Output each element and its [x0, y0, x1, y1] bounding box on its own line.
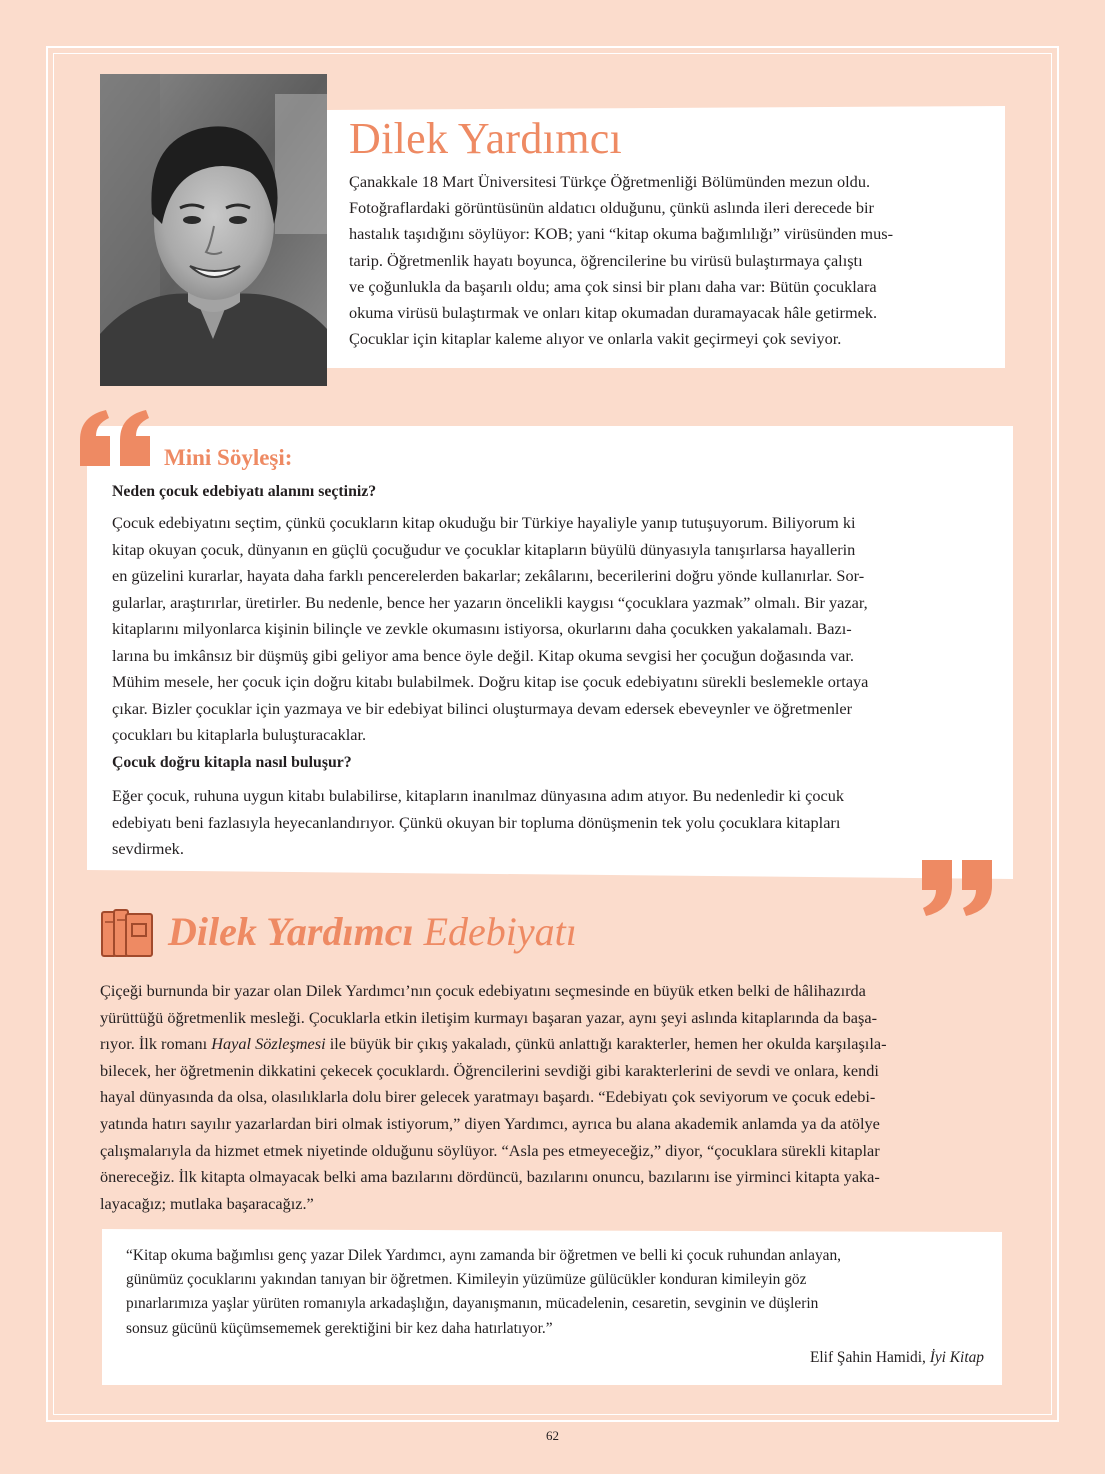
interview-question-1: Neden çocuk edebiyatı alanını seçtiniz? [112, 483, 377, 500]
review-quote [126, 1244, 986, 1341]
interview-question-2: Çocuk doğru kitapla nasıl buluşur? [112, 754, 352, 771]
section-line: önereceğiz. İlk kitapta olmayacak belki ama bazılarını dördüncü, bazılarını onuncu, bazılarını ise yirminci kitapta yaka- [100, 1167, 880, 1187]
answer-line: gularlar, araştırırlar, üretirler. Bu nedenle, bence her yazarın öncelikli kaygısı “çocuklara yazmak” olmalı. Bir yazar, [112, 592, 868, 612]
section-line: layacağız; mutlaka başaracağız.” [100, 1193, 314, 1213]
answer-line: çıkar. Bizler çocuklar için yazmaya ve bir edebiyat bilinci oluşturmaya devam edersek ebeveynler ve öğretmenler [112, 698, 853, 718]
section-line: hayal dünyasında da olsa, olasılıklarla dolu birer gelecek yaratmayı başardı. “Edebiyatı çok seviyorum ve çocuk edebi- [100, 1087, 876, 1107]
answer-line: kitaplarını milyonlarca kişinin bilinçle ve zevkle okumasını istiyorsa, okurlarını daha çocukken yakalamalı. Bazı- [112, 619, 852, 638]
section-title [168, 908, 577, 955]
section-line [100, 1031, 1010, 1058]
open-quote-icon [76, 408, 156, 470]
section-title-suffix: Edebiyatı [423, 909, 577, 954]
section-line: bilecek, her öğretmenin dikkatini çekecek çocuklardı. Öğrencilerini sevdiği gibi karakterlerini de sevdi ve onlara, kendi [100, 1060, 879, 1080]
bio-line: tarip. Öğretmenlik hayatı boyunca, öğrencilerine bu virüsü bulaştırmaya çalıştı [349, 250, 863, 270]
bio-line: Fotoğraflardaki görüntüsünün aldatıcı olduğunu, çünkü aslında ileri derecede bir [349, 198, 874, 218]
answer-line: edebiyatı beni fazlasıyla heyecanlandırıyor. Çünkü okuyan bir topluma dönüşmenin tek yolu çocuklara kitapları [112, 812, 841, 832]
section-line: yürüttüğü öğretmenlik mesleği. Çocuklarla etkin iletişim kurmayı başaran yazar, aynı şeyi aslında kitaplarında da başa- [100, 1007, 877, 1027]
author-name-title: Dilek Yardımcı [349, 114, 623, 163]
answer-line: en güzelini kurarlar, hayata daha farklı pencerelerden bakarlar; zekâlarını, becerilerini doğru yönde kullanırlar. Sor- [112, 566, 865, 585]
review-line: sonsuz gücünü küçümsememek gerektiğini bir kez daha hatırlatıyor.” [126, 1319, 553, 1337]
review-line: “Kitap okuma bağımlısı genç yazar Dilek Yardımcı, aynı zamanda bir öğretmen ve belli ki çocuk ruhundan anlayan, [126, 1247, 842, 1264]
section-title-name: Dilek Yardımcı [168, 909, 414, 954]
bio-line: okuma virüsü bulaştırmak ve onları kitap okumadan duramayacak hâle getirmek. [349, 303, 878, 323]
novel-title: Hayal Sözleşmesi [211, 1034, 326, 1054]
answer-line: Mühim mesele, her çocuk için doğru kitabı bulabilmek. Doğru kitap ise çocuk edebiyatını sürekli beslemekle ortaya [112, 672, 869, 691]
bio-line: ve çoğunlukla da başarılı oldu; ama çok sinsi bir planı daha var: Bütün çocuklara [349, 276, 877, 296]
section-line-text: ile büyük bir çıkış yakaladı, çünkü anlattığı karakterler, hemen her okulda karşılaşıla- [325, 1034, 887, 1054]
answer-line: kitap okuyan çocuk, dünyanın en güçlü çocuğudur ve çocuklar kitapların büyülü dünyasıyla tanışırlarsa hayallerin [112, 539, 856, 559]
review-author: Elif Şahin Hamidi, [810, 1349, 926, 1366]
review-source [810, 1349, 984, 1367]
books-icon [100, 906, 154, 958]
close-quote-icon [918, 856, 1000, 918]
section-line-text: rıyor. İlk romanı [100, 1034, 212, 1054]
answer-line: sevdirmek. [112, 839, 184, 858]
interview-answer-1 [112, 510, 1002, 749]
section-line: Çiçeği burnunda bir yazar olan Dilek Yardımcı’nın çocuk edebiyatını seçmesinde en büyük etken belki de hâlihazırda [100, 981, 866, 1000]
interview-title: Mini Söyleşi: [164, 445, 293, 470]
review-line: günümüz çocuklarını yakından tanıyan bir öğretmen. Kimileyin yüzümüze gülücükler konduran kimileyin göz [126, 1271, 807, 1289]
answer-line: Çocuk edebiyatını seçtim, çünkü çocukların kitap okuduğu bir Türkiye hayaliyle yanıp tutuşuyorum. Biliyorum ki [112, 513, 856, 532]
interview-answer-2 [112, 783, 1002, 863]
bio-paragraph [349, 169, 989, 352]
answer-line: çocukları bu kitaplarla buluşturacaklar. [112, 725, 367, 744]
answer-line: Eğer çocuk, ruhuna uygun kitabı bulabilirse, kitapların inanılmaz dünyasına adım atıyor. Bu nedenledir ki çocuk [112, 786, 845, 805]
section-line: yatında hatırı sayılır yazarlardan biri olmak istiyorum,” diyen Yardımcı, ayrıca bu alana akademik anlamda ya da atölye [100, 1113, 880, 1133]
section-paragraph [100, 978, 1010, 1217]
bio-line: Çanakkale 18 Mart Üniversitesi Türkçe Öğretmenliği Bölümünden mezun oldu. [349, 172, 871, 191]
bio-line: hastalık taşıdığını söylüyor: KOB; yani “kitap okuma bağımlılığı” virüsünden mus- [349, 224, 893, 244]
review-publication: İyi Kitap [929, 1349, 984, 1366]
author-photo [100, 74, 327, 386]
bio-line: Çocuklar için kitaplar kaleme alıyor ve onlarla vakit geçirmeyi çok seviyor. [349, 329, 842, 349]
review-line: pınarlarımıza yaşlar yürüten romanıyla arkadaşlığın, dayanışmanın, mücadelenin, cesaretin, sevginin ve düşlerin [126, 1295, 819, 1313]
section-line: çalışmalarıyla da hizmet etmek niyetinde olduğunu söylüyor. “Asla pes etmeyeceğiz,” diyor, “çocuklara sürekli kitaplar [100, 1140, 880, 1160]
page-number: 62 [546, 1428, 559, 1443]
answer-line: larına bu imkânsız bir düşmüş gibi geliyor ama bence öyle değil. Kitap okuma sevgisi her çocuğun doğasında var. [112, 645, 854, 665]
